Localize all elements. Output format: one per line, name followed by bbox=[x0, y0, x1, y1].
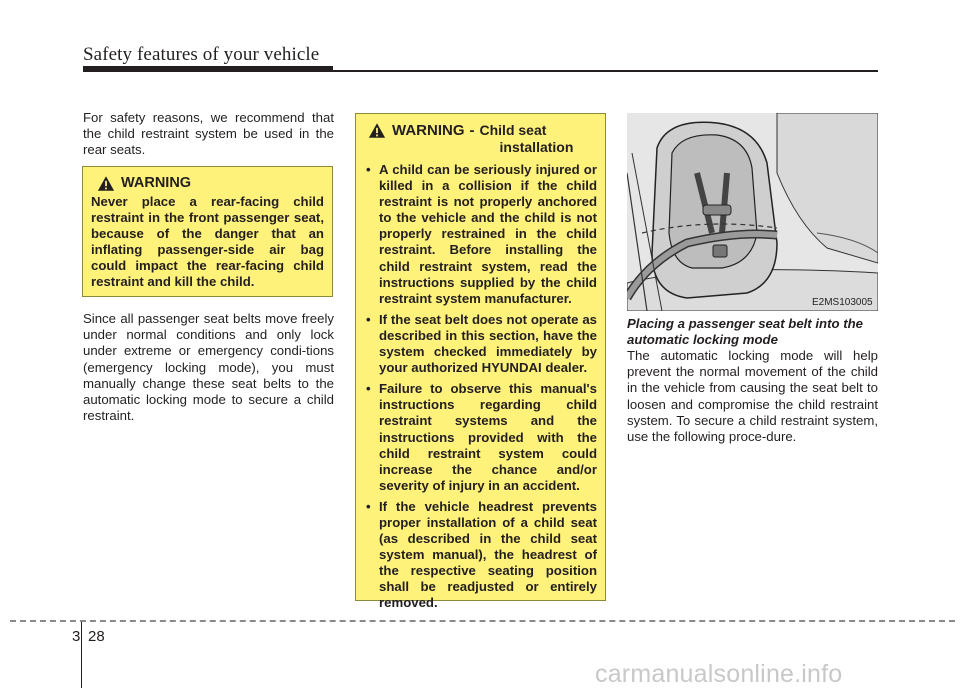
warning-box-rear-facing bbox=[82, 166, 333, 297]
figure-caption: Placing a passenger seat belt into the automatic locking mode bbox=[627, 316, 863, 347]
footer-divider bbox=[81, 622, 82, 688]
warning-subtitle-line2: installation bbox=[499, 139, 574, 155]
warning-triangle-icon bbox=[368, 122, 386, 139]
intro-paragraph: For safety reasons, we recommend that the child restraint system be used in the rear seats. bbox=[83, 110, 334, 158]
seat-belt-paragraph: Since all passenger seat belts move freely under normal conditions and only lock under extreme or emergency condi-tions (emergency locking mode), you must manually change these seat belts to the automatic locking mode to secure a child restraint. bbox=[83, 311, 334, 424]
chapter-number: 3 bbox=[72, 628, 81, 645]
automatic-locking-paragraph: The automatic locking mode will help prevent the normal movement of the child in the vehicle from causing the seat belt to loosen and compromise the child restraint system. To secure a child restraint system, use the following proce-dure. bbox=[627, 348, 878, 445]
page-number: 28 bbox=[88, 628, 105, 645]
child-seat-drawing bbox=[627, 113, 878, 311]
warning-triangle-icon bbox=[97, 175, 115, 192]
image-code: E2MS103005 bbox=[812, 297, 873, 308]
warning-box-child-seat-installation bbox=[355, 113, 606, 611]
warning-dash: - bbox=[469, 122, 475, 139]
warning-subtitle bbox=[480, 122, 574, 156]
warning-title: WARNING bbox=[121, 175, 192, 191]
header-rule-thin bbox=[333, 70, 878, 72]
watermark-text: carmanualsonline.info bbox=[595, 660, 843, 688]
warning-title: WARNING bbox=[392, 122, 465, 139]
bullet-item: • A child can be seriously injured or killed in a collision if the child restraint is not properly anchored to the vehicle and the child is not properly restrained in the child restraint. Before installing the child restraint system, read the instructions supplied by the child restraint system manufacturer. bbox=[366, 162, 597, 306]
bullet-item: • If the vehicle headrest prevents proper installation of a child seat (as described in the child seat system manual), the headrest of the respective seating position shall be readjusted or entirely removed. bbox=[366, 498, 597, 611]
header-rule-thick bbox=[83, 66, 333, 72]
warning-bullet-list bbox=[364, 162, 597, 612]
bullet-item: • If the seat belt does not operate as described in this section, have the system checked immediately by your authorized HYUNDAI dealer. bbox=[366, 311, 597, 376]
warning-text: Never place a rear-facing child restraint in the front passenger seat, because of the danger that an inflating passenger-side air bag could impact the rear-facing child restraint and kill the child. bbox=[91, 194, 324, 290]
child-seat-illustration bbox=[627, 113, 878, 311]
footer-dashed-rule bbox=[10, 620, 955, 622]
page-header-title: Safety features of your vehicle bbox=[83, 44, 320, 65]
bullet-item: • Failure to observe this manual's instructions regarding child restraint systems and the instructions provided with the child restraint system could increase the chance and/or severity of injury in an accident. bbox=[366, 381, 597, 493]
warning-subtitle-line1: Child seat bbox=[479, 122, 547, 138]
